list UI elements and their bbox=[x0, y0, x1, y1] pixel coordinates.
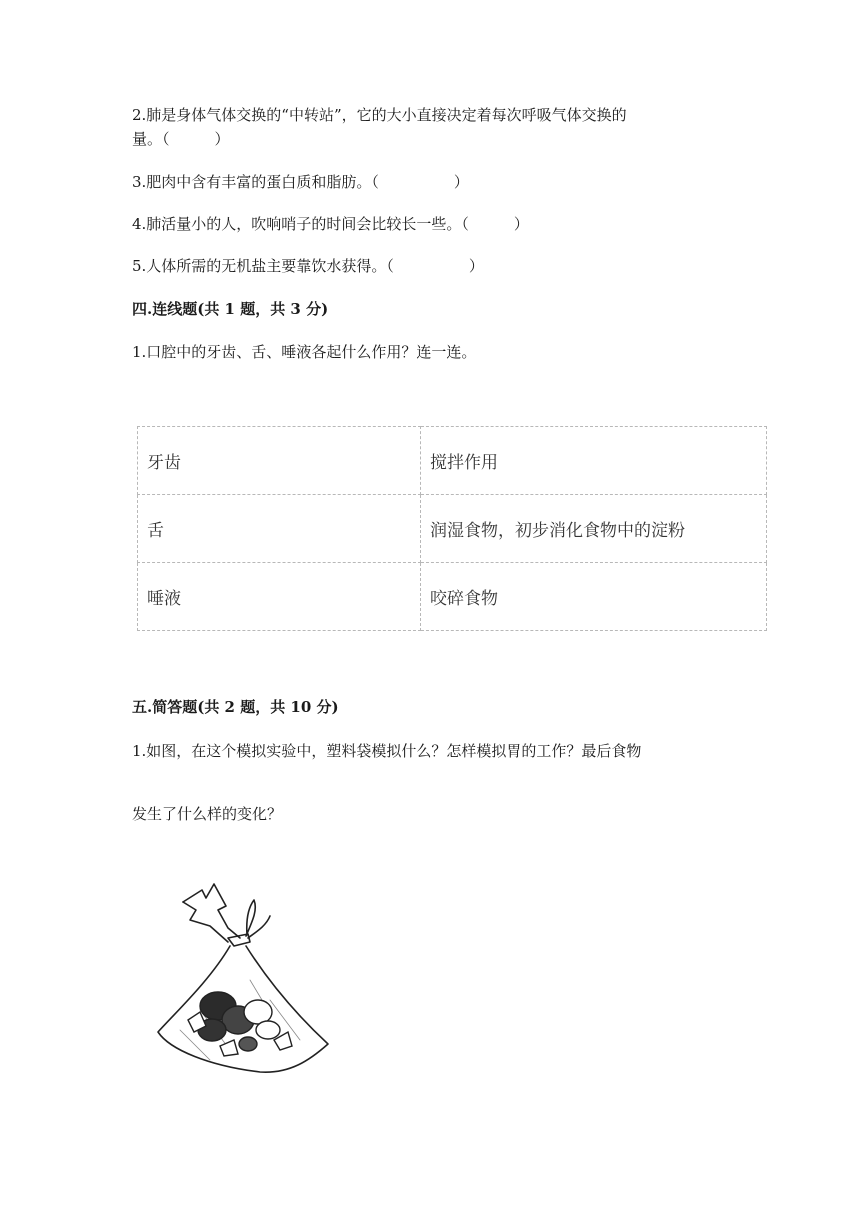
section-5-question-line1: 1.如图，在这个模拟实验中，塑料袋模拟什么？怎样模拟胃的工作？最后食物 bbox=[132, 742, 642, 760]
table-cell-right: 搅拌作用 bbox=[421, 427, 767, 495]
question-4: 4.肺活量小的人，吹响哨子的时间会比较长一些。（ ） bbox=[132, 215, 529, 233]
table-cell-right: 咬碎食物 bbox=[421, 563, 767, 631]
section-5-question-line2: 发生了什么样的变化？ bbox=[132, 805, 283, 823]
table-cell-right: 润湿食物，初步消化食物中的淀粉 bbox=[421, 495, 767, 563]
table-cell-left: 唾液 bbox=[138, 563, 421, 631]
table-row bbox=[138, 427, 767, 495]
question-2-line2: 量。（ ） bbox=[132, 130, 230, 148]
table-row bbox=[138, 495, 767, 563]
table-row bbox=[138, 563, 767, 631]
table-cell-left: 舌 bbox=[138, 495, 421, 563]
table-cell-left: 牙齿 bbox=[138, 427, 421, 495]
plastic-bag-food-illustration bbox=[150, 880, 340, 1095]
section-4-question: 1.口腔中的牙齿、舌、唾液各起什么作用？连一连。 bbox=[132, 343, 477, 361]
section-4-heading: 四.连线题(共 1 题，共 3 分) bbox=[132, 300, 329, 318]
question-2-line1: 2.肺是身体气体交换的“中转站”，它的大小直接决定着每次呼吸气体交换的 bbox=[132, 106, 627, 124]
matching-table bbox=[137, 426, 767, 631]
section-5-heading: 五.简答题(共 2 题，共 10 分) bbox=[132, 698, 339, 716]
question-5: 5.人体所需的无机盐主要靠饮水获得。（ ） bbox=[132, 257, 484, 275]
question-3: 3.肥肉中含有丰富的蛋白质和脂肪。（ ） bbox=[132, 173, 469, 191]
